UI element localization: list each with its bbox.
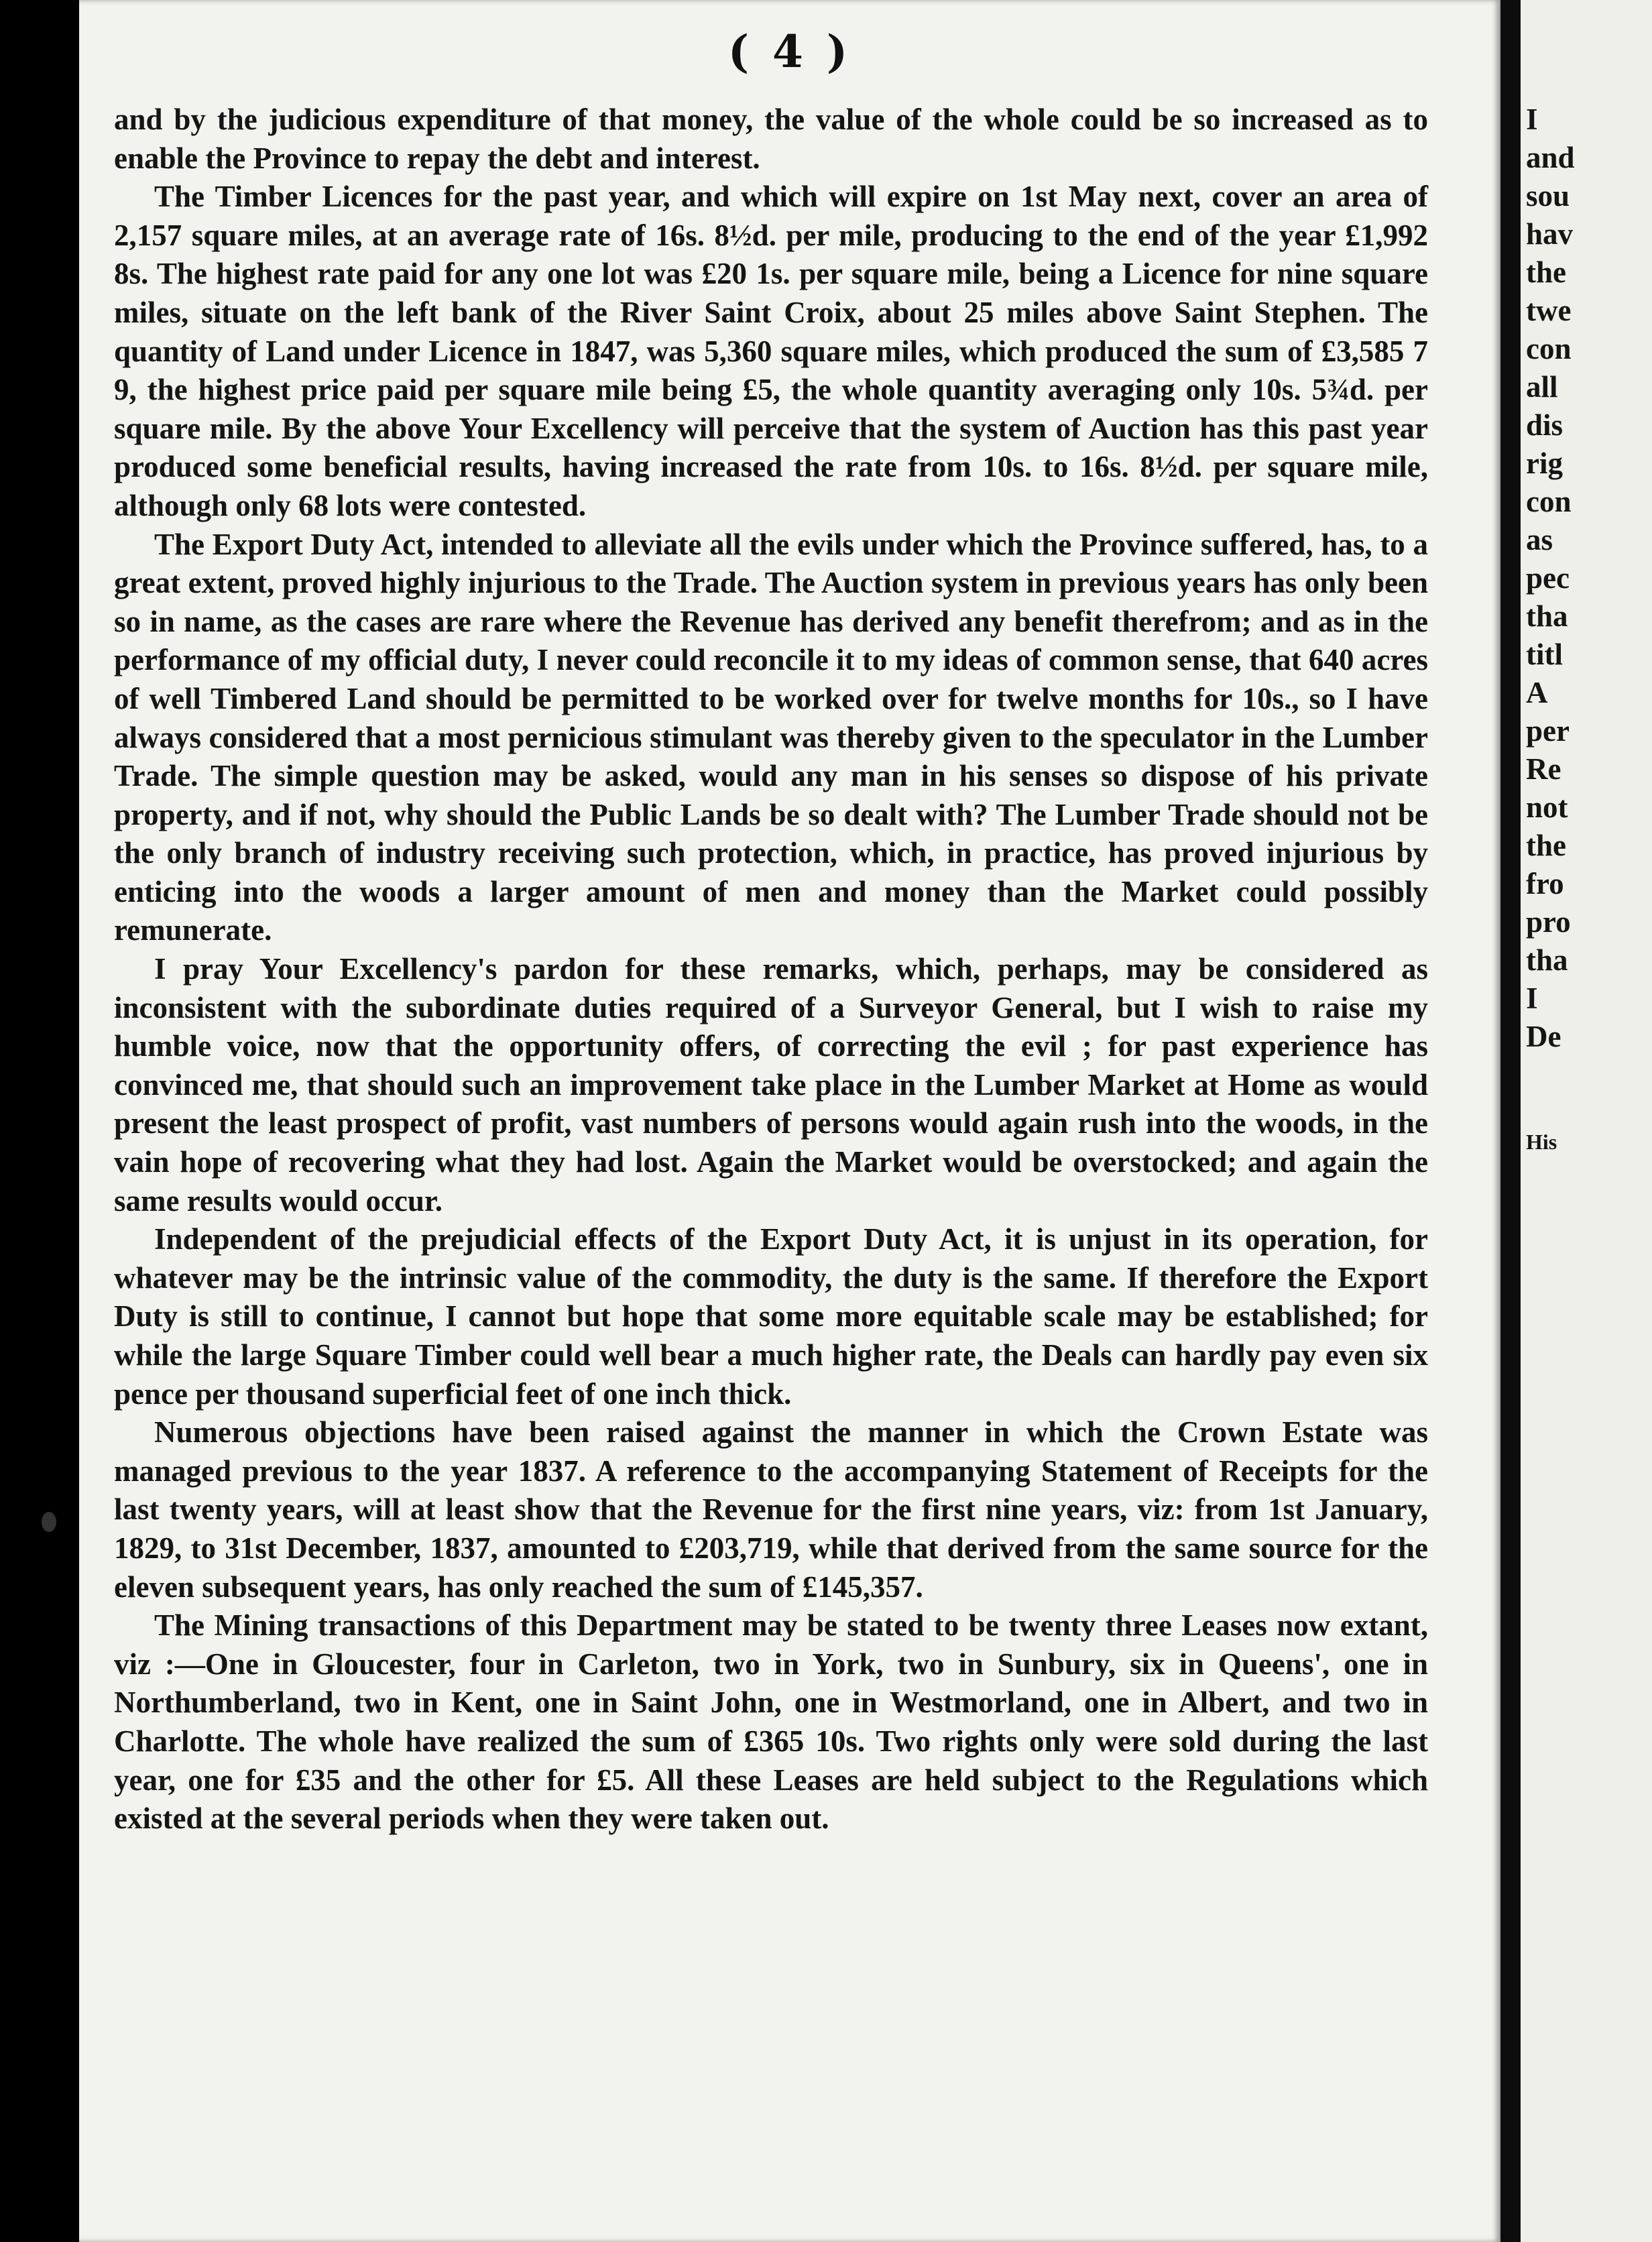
paragraph: I pray Your Excellency's pardon for these remarks, which, perhaps, may be considered as inconsistent with the subordinate duties required of a Surveyor General, but I wish to raise my humble voice, now that the opportunity offers, of correcting the evil ; for past experience has convinced me, that should such an improvement take place in the Lumber Market at Home as would present the least prospect of profit, vast numbers of persons would again rush into the woods, in the vain hope of recovering what they had lost. Again the Market would be overstocked; and again the same results would occur. (114, 952, 1428, 1218)
paragraph: The Export Duty Act, intended to alleviate all the evils under which the Province suffered, has, to a great extent, proved highly injurious to the Trade. The Auction system in previous years has only been so in name, as the cases are rare where the Revenue has derived any benefit therefrom; and as in the performance of my official duty, I never could reconcile it to my ideas of common sense, that 640 acres of well Timbered Land should be permitted to be worked over for twelve months for 10s., so I have always considered that a most pernicious stimulant was thereby given to the speculator in the Lumber Trade. The simple question may be asked, would any man in his senses so dispose of his private property, and if not, why should the Public Lands be so dealt with? The Lumber Trade should not be the only branch of industry receiving such protection, which, in practice, has proved injurious by enticing into the woods a larger amount of men and money than the Market could possibly remunerate. (114, 527, 1428, 947)
binding-hole-mark (42, 1512, 56, 1532)
fragment: rig (1526, 447, 1563, 480)
fragment: hav (1526, 217, 1574, 251)
fragment: and (1526, 141, 1575, 174)
fragment: His (1526, 1130, 1557, 1154)
document-page (79, 0, 1500, 2242)
paragraph: The Timber Licences for the past year, and which will expire on 1st May next, cover an area of 2,157 square miles, at an average rate of 16s. 8½d. per mile, producing to the end of the year £1,992 8s. The highest rate paid for any one lot was £20 1s. per square mile, being a Licence for nine square miles, situate on the left bank of the River Saint Croix, about 25 miles above Saint Stephen. The quantity of Land under Licence in 1847, was 5,360 square miles, which produced the sum of £3,585 7 9, the highest price paid per square mile being £5, the whole quantity averaging only 10s. 5¾d. per square mile. By the above Your Excellency will perceive that the system of Auction has this past year produced some beneficial results, having increased the rate from 10s. to 16s. 8½d. per square mile, although only 68 lots were contested. (114, 180, 1428, 522)
body-text (114, 101, 1428, 1838)
fragment: pro (1526, 905, 1571, 939)
fragment: the (1526, 829, 1566, 862)
facing-page-edge (1521, 0, 1652, 2242)
fragment: pec (1526, 561, 1570, 595)
fragment: per (1526, 714, 1570, 748)
fragment: fro (1526, 867, 1564, 900)
fragment: all (1526, 370, 1558, 404)
page-number: ( 4 ) (727, 25, 852, 78)
fragment: I (1526, 982, 1538, 1015)
fragment: as (1526, 523, 1553, 556)
fragment: I (1526, 103, 1538, 136)
paragraph: and by the judicious expenditure of that money, the value of the whole could be so increased as to enable the Province to repay the debt and interest. (114, 103, 1428, 175)
fragment: not (1526, 790, 1568, 824)
page-gutter (1500, 0, 1521, 2242)
fragment: tha (1526, 599, 1568, 633)
fragment: dis (1526, 408, 1564, 442)
scan-left-border (0, 0, 79, 2242)
facing-page-fragments (1526, 101, 1652, 1161)
fragment: titl (1526, 638, 1563, 671)
fragment: the (1526, 255, 1566, 289)
fragment: A (1526, 676, 1548, 709)
fragment: sou (1526, 179, 1570, 213)
paragraph: Numerous objections have been raised against the manner in which the Crown Estate was managed previous to the year 1837. A reference to the accompanying Statement of Receipts for the last twenty years, will at least show that the Revenue for the first nine years, viz: from 1st January, 1829, to 31st December, 1837, amounted to £203,719, while that derived from the same source for the eleven subsequent years, has only reached the sum of £145,357. (114, 1415, 1428, 1604)
fragment: con (1526, 332, 1572, 365)
fragment: twe (1526, 294, 1572, 327)
fragment: tha (1526, 943, 1568, 977)
paragraph: Independent of the prejudicial effects of the Export Duty Act, it is unjust in its operation, for whatever may be the intrinsic value of the commodity, the duty is the same. If therefore the Export Duty is still to continue, I cannot but hope that some more equitable scale may be established; for while the large Square Timber could well bear a much higher rate, the Deals can hardly pay even six pence per thousand superficial feet of one inch thick. (114, 1222, 1428, 1411)
fragment: con (1526, 485, 1572, 518)
fragment: Re (1526, 752, 1561, 786)
paragraph: The Mining transactions of this Department may be stated to be twenty three Leases now extant, viz :—One in Gloucester, four in Carleton, two in York, two in Sunbury, six in Queens', one in Northumberland, two in Kent, one in Saint John, one in Westmorland, one in Albert, and two in Charlotte. The whole have realized the sum of £365 10s. Two rights only were sold during the last year, one for £35 and the other for £5. All these Leases are held subject to the Regulations which existed at the several periods when they were taken out. (114, 1608, 1428, 1836)
fragment: De (1526, 1020, 1561, 1053)
